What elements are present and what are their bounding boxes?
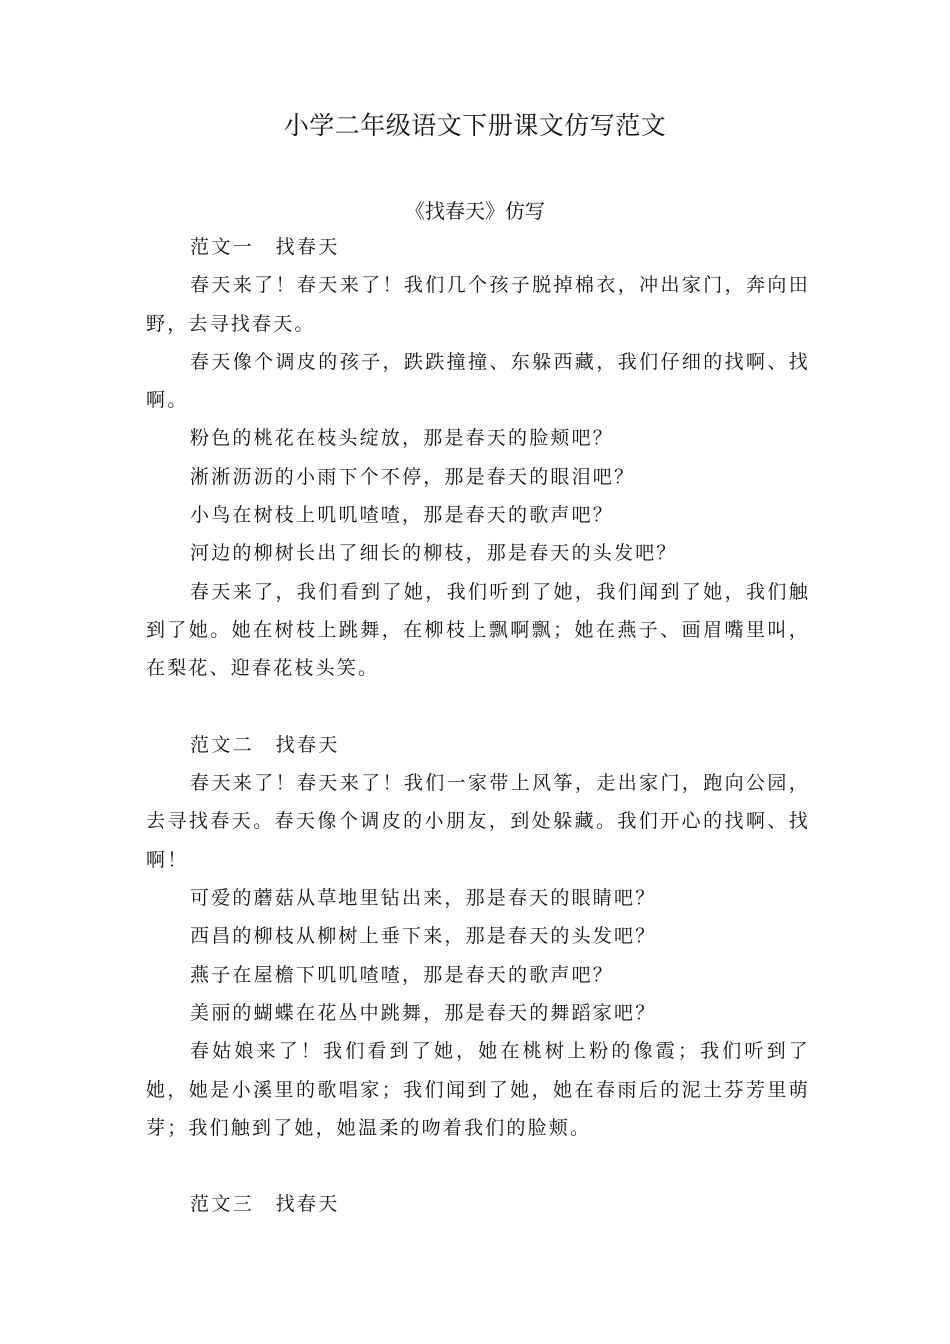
paragraph-spacer: [146, 688, 810, 726]
essay-1-paragraph: 春天来了！春天来了！我们几个孩子脱掉棉衣，冲出家门，奔向田野，去寻找春天。: [146, 274, 810, 335]
essay-1-paragraph: 春天像个调皮的孩子，跌跌撞撞、东躲西藏，我们仔细的找啊、找啊。: [146, 350, 810, 412]
essay-2-paragraph: 燕子在屋檐下叽叽喳喳，那是春天的歌声吧？: [190, 963, 615, 986]
essay-3-heading: 范文三 找春天: [190, 1193, 340, 1216]
essay-2-paragraph: 春姑娘来了！我们看到了她，她在桃树上粉的像霞；我们听到了她，她是小溪里的歌唱家；我们闻到了她，她在春雨后的泥土芬芳里萌芽；我们触到了她，她温柔的吻着我们的脸颊。: [146, 1040, 810, 1139]
document-body: [146, 228, 810, 1224]
essay-2-paragraph: 西昌的柳枝从柳树上垂下来，那是春天的头发吧？: [190, 925, 657, 948]
paragraph-spacer: [146, 1147, 810, 1185]
essay-2-heading: 范文二 找春天: [190, 733, 340, 756]
essay-1-paragraph: 河边的柳树长出了细长的柳枝，那是春天的头发吧？: [190, 542, 678, 565]
essay-1-paragraph: 粉色的桃花在枝头绽放，那是春天的脸颊吧？: [190, 427, 615, 450]
section-title: 《找春天》仿写: [405, 199, 545, 223]
essay-2-paragraph: 春天来了！春天来了！我们一家带上风筝，走出家门，跑向公园，去寻找春天。春天像个调皮的小朋友，到处躲藏。我们开心的找啊、找啊！: [146, 772, 810, 871]
essay-1-paragraph: 春天来了，我们看到了她，我们听到了她，我们闻到了她，我们触到了她。她在树枝上跳舞，在柳枝上飘啊飘；她在燕子、画眉嘴里叫，在梨花、迎春花枝头笑。: [146, 580, 810, 680]
document-title: 小学二年级语文下册课文仿写范文: [283, 111, 667, 140]
essay-1-heading: 范文一 找春天: [190, 236, 340, 258]
essay-2-paragraph: 美丽的蝴蝶在花丛中跳舞，那是春天的舞蹈家吧？: [190, 1001, 657, 1024]
essay-2-paragraph: 可爱的蘑菇从草地里钻出来，那是春天的眼睛吧？: [190, 887, 657, 910]
essay-1-paragraph: 淅淅沥沥的小雨下个不停，那是春天的眼泪吧？: [190, 465, 636, 488]
essay-1-paragraph: 小鸟在树枝上叽叽喳喳，那是春天的歌声吧？: [190, 504, 615, 527]
